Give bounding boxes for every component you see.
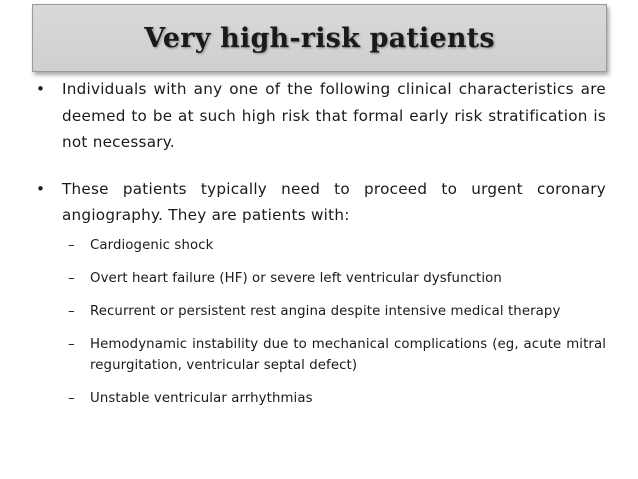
- bullet-text: These patients typically need to proceed to urgent coronary angiography. They are patients with:: [62, 179, 606, 224]
- sub-item: [32, 388, 606, 409]
- dash-marker: –: [68, 336, 75, 352]
- dash-marker: –: [68, 390, 75, 406]
- sub-item-text: Cardiogenic shock: [90, 237, 214, 253]
- slide-title: Very high-risk patients: [144, 22, 495, 54]
- sub-item: [32, 301, 606, 322]
- sub-item: [32, 268, 606, 289]
- bullet-marker: •: [36, 80, 46, 98]
- sub-item-text: Recurrent or persistent rest angina despite intensive medical therapy: [90, 303, 561, 319]
- sub-item: [32, 235, 606, 256]
- sub-list: [32, 235, 606, 409]
- slide-title-box: [32, 4, 607, 72]
- bullet-item: [32, 76, 606, 156]
- sub-item-text: Unstable ventricular arrhythmias: [90, 390, 313, 406]
- sub-item-text: Hemodynamic instability due to mechanical complications (eg, acute mitral regurgitation, ventricular septal defect): [90, 336, 606, 373]
- bullet-text: Individuals with any one of the following clinical characteristics are deemed to be at such high risk that formal early risk stratification is not necessary.: [62, 80, 606, 151]
- bullet-marker: •: [36, 179, 46, 198]
- dash-marker: –: [68, 303, 75, 319]
- dash-marker: –: [68, 270, 75, 286]
- dash-marker: –: [68, 237, 75, 253]
- bullet-item: [32, 176, 606, 229]
- sub-item: [32, 334, 606, 376]
- sub-item-text: Overt heart failure (HF) or severe left ventricular dysfunction: [90, 270, 502, 286]
- slide-content: [32, 76, 606, 421]
